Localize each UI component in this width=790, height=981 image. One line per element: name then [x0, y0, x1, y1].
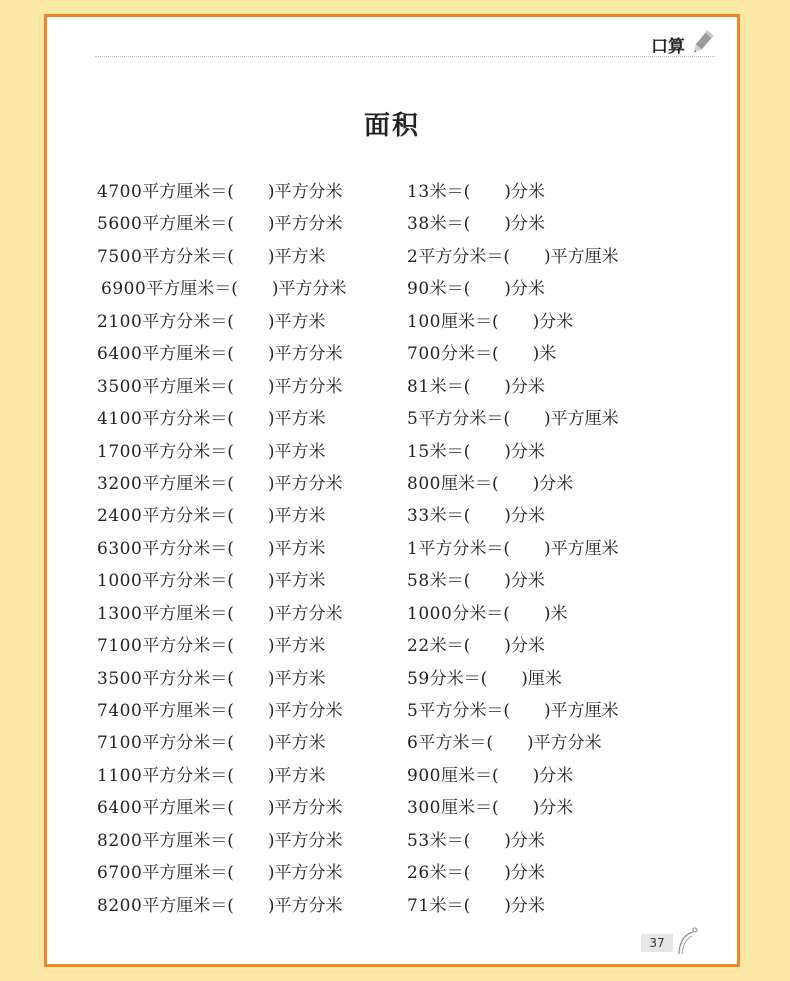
problem-lead: 平方分米＝( — [142, 506, 234, 527]
page-number: 37 — [641, 934, 673, 952]
problem-left — [97, 663, 326, 695]
problem-number: 100 — [407, 311, 441, 332]
problem-lead: 平方分米＝( — [418, 701, 510, 721]
problem-list — [97, 176, 697, 922]
problem-number: 1 — [407, 538, 419, 559]
problem-lead: 平方分米＝( — [142, 538, 234, 559]
problem-number: 59 — [407, 668, 430, 689]
problem-number: 6900 — [101, 279, 147, 300]
problem-lead: 米＝( — [429, 376, 471, 397]
problem-unit: )分米 — [504, 441, 545, 462]
problem-unit: )平方米 — [267, 733, 326, 754]
problem-number: 53 — [407, 830, 430, 851]
problem-number: 58 — [407, 571, 430, 592]
problem-number: 2400 — [97, 506, 143, 527]
problem-right — [407, 727, 602, 759]
pencil-icon — [689, 29, 715, 57]
problem-unit: )平方分米 — [267, 863, 343, 884]
problem-right — [407, 176, 545, 208]
problem-number: 1000 — [407, 603, 453, 624]
problem-unit: )平方分米 — [267, 376, 343, 397]
problem-row — [97, 663, 697, 695]
problem-number: 900 — [407, 765, 441, 786]
problem-number: 81 — [407, 376, 430, 397]
problem-row — [97, 598, 697, 630]
problem-unit: )分米 — [504, 376, 545, 397]
problem-number: 3500 — [97, 376, 143, 397]
problem-right — [407, 273, 545, 305]
problem-left — [97, 533, 326, 565]
problem-unit: )平方米 — [267, 409, 326, 430]
swirl-icon — [675, 924, 701, 956]
problem-lead: 平方米＝( — [418, 733, 493, 754]
problem-right — [407, 890, 545, 922]
problem-row — [97, 273, 697, 305]
header-divider — [95, 56, 715, 57]
problem-unit: )分米 — [504, 571, 545, 592]
problem-left — [97, 500, 326, 532]
problem-lead: 米＝( — [429, 895, 471, 916]
problem-number: 33 — [407, 506, 430, 527]
problem-unit: )平方分米 — [267, 830, 343, 851]
problem-unit: )平方米 — [267, 441, 326, 462]
problem-unit: )分米 — [504, 182, 545, 202]
problem-right — [407, 241, 619, 273]
problem-left — [97, 760, 326, 792]
problem-unit: )平方米 — [267, 246, 326, 267]
problem-left — [97, 598, 343, 630]
problem-number: 38 — [407, 214, 430, 235]
problem-unit: )平方分米 — [267, 344, 343, 365]
problem-right — [407, 760, 573, 792]
problem-right — [407, 792, 573, 824]
problem-left — [97, 338, 343, 370]
problem-number: 8200 — [97, 830, 143, 851]
problem-lead: 平方厘米＝( — [142, 701, 234, 721]
problem-number: 7400 — [97, 701, 143, 721]
problem-lead: 米＝( — [429, 182, 471, 202]
problem-lead: 分米＝( — [452, 603, 510, 624]
problem-right — [407, 436, 545, 468]
problem-left — [97, 403, 326, 435]
problem-row — [97, 208, 697, 240]
problem-lead: 平方厘米＝( — [142, 376, 234, 397]
problem-number: 6300 — [97, 538, 143, 559]
problem-unit: )分米 — [532, 798, 574, 819]
problem-lead: 平方分米＝( — [142, 441, 234, 462]
problem-row — [97, 468, 697, 500]
problem-unit: )分米 — [504, 895, 545, 916]
problem-right — [407, 825, 545, 857]
problem-unit: )平方分米 — [267, 798, 343, 819]
problem-unit: )平方分米 — [267, 701, 343, 721]
problem-lead: 厘米＝( — [440, 765, 499, 786]
problem-unit: )分米 — [532, 765, 574, 786]
problem-lead: 平方厘米＝( — [142, 603, 234, 624]
problem-number: 6400 — [97, 344, 143, 365]
problem-row — [97, 727, 697, 759]
problem-unit: )平方分米 — [267, 603, 343, 624]
problem-lead: 平方分米＝( — [142, 733, 234, 754]
problem-lead: 米＝( — [429, 506, 471, 527]
problem-left — [97, 727, 326, 759]
problem-unit: )厘米 — [521, 668, 562, 689]
problem-unit: )平方分米 — [267, 182, 343, 202]
problem-lead: 平方分米＝( — [142, 571, 234, 592]
problem-unit: )平方分米 — [526, 733, 602, 754]
problem-lead: 平方分米＝( — [142, 409, 234, 430]
problem-number: 71 — [407, 895, 430, 916]
problem-right — [407, 695, 619, 727]
problem-number: 1000 — [97, 571, 143, 592]
problem-unit: )分米 — [504, 506, 545, 527]
problem-number: 6700 — [97, 863, 143, 884]
problem-right — [407, 371, 545, 403]
problem-row — [97, 306, 697, 338]
problem-lead: 平方厘米＝( — [142, 863, 234, 884]
problem-row — [97, 825, 697, 857]
problem-unit: )平方分米 — [267, 473, 343, 494]
problem-number: 6400 — [97, 798, 143, 819]
problem-unit: )分米 — [532, 473, 574, 494]
problem-unit: )平方分米 — [267, 895, 343, 916]
problem-number: 15 — [407, 441, 430, 462]
problem-number: 1700 — [97, 441, 143, 462]
problem-right — [407, 338, 556, 370]
problem-number: 5600 — [97, 214, 143, 235]
problem-left — [97, 890, 343, 922]
problem-unit: )平方米 — [267, 538, 326, 559]
problem-right — [407, 500, 545, 532]
problem-row — [97, 500, 697, 532]
problem-left — [97, 208, 343, 240]
problem-unit: )分米 — [532, 311, 574, 332]
problem-lead: 平方厘米＝( — [142, 895, 234, 916]
problem-number: 7500 — [97, 246, 143, 267]
problem-number: 3500 — [97, 668, 143, 689]
problem-unit: )米 — [543, 603, 568, 624]
problem-unit: )平方米 — [267, 311, 326, 332]
problem-lead: 平方分米＝( — [418, 409, 510, 430]
problem-number: 3200 — [97, 473, 143, 494]
problem-row — [97, 241, 697, 273]
problem-lead: 平方分米＝( — [142, 311, 234, 332]
problem-lead: 米＝( — [429, 279, 471, 300]
problem-unit: )平方厘米 — [543, 701, 619, 721]
problem-unit: )分米 — [504, 214, 545, 235]
problem-row — [97, 565, 697, 597]
problem-unit: )分米 — [504, 863, 545, 884]
problem-left — [97, 792, 343, 824]
problem-lead: 平方分米＝( — [142, 636, 234, 657]
problem-lead: 平方分米＝( — [142, 668, 234, 689]
problem-number: 300 — [407, 798, 441, 819]
problem-number: 5 — [407, 701, 419, 721]
problem-row — [97, 630, 697, 662]
problem-left — [97, 371, 343, 403]
problem-unit: )平方分米 — [271, 279, 347, 300]
problem-left — [97, 695, 343, 727]
problem-lead: 平方分米＝( — [418, 246, 510, 267]
problem-lead: 平方厘米＝( — [146, 279, 238, 300]
problem-lead: 平方分米＝( — [142, 765, 234, 786]
problem-lead: 平方厘米＝( — [142, 798, 234, 819]
problem-number: 1100 — [97, 765, 143, 786]
problem-row — [97, 792, 697, 824]
problem-left — [97, 857, 343, 889]
page-title: 面积 — [363, 111, 420, 141]
problem-number: 90 — [407, 279, 430, 300]
problem-left — [97, 176, 343, 208]
problem-lead: 分米＝( — [429, 668, 488, 689]
problem-unit: )分米 — [504, 830, 545, 851]
problem-row — [97, 890, 697, 922]
problem-left — [101, 273, 347, 305]
problem-row — [97, 338, 697, 370]
problem-unit: )平方米 — [267, 506, 326, 527]
page-footer — [637, 924, 707, 958]
problem-left — [97, 306, 326, 338]
problem-lead: 米＝( — [429, 441, 471, 462]
problem-number: 7100 — [97, 636, 143, 657]
problem-unit: )平方分米 — [267, 214, 343, 235]
problem-unit: )平方厘米 — [543, 246, 619, 267]
problem-lead: 平方厘米＝( — [142, 182, 234, 202]
problem-right — [407, 565, 545, 597]
problem-left — [97, 565, 326, 597]
problem-row — [97, 176, 697, 208]
problem-right — [407, 598, 568, 630]
problem-lead: 平方厘米＝( — [142, 214, 234, 235]
problem-left — [97, 436, 326, 468]
problem-row — [97, 695, 697, 727]
problem-unit: )分米 — [504, 636, 545, 657]
problem-right — [407, 468, 573, 500]
problem-lead: 平方厘米＝( — [142, 473, 234, 494]
problem-number: 4100 — [97, 409, 143, 430]
problem-number: 26 — [407, 863, 430, 884]
problem-lead: 厘米＝( — [440, 311, 499, 332]
problem-lead: 平方分米＝( — [142, 246, 234, 267]
problem-right — [407, 403, 619, 435]
problem-lead: 平方分米＝( — [418, 538, 510, 559]
problem-row — [97, 857, 697, 889]
problem-unit: )平方厘米 — [543, 409, 619, 430]
problem-lead: 分米＝( — [440, 344, 499, 365]
problem-number: 1300 — [97, 603, 143, 624]
problem-number: 2 — [407, 246, 419, 267]
problem-number: 700 — [407, 344, 441, 365]
problem-number: 2100 — [97, 311, 143, 332]
problem-number: 5 — [407, 409, 419, 430]
problem-unit: )平方厘米 — [543, 538, 619, 559]
problem-unit: )平方米 — [267, 571, 326, 592]
problem-lead: 平方厘米＝( — [142, 830, 234, 851]
problem-number: 8200 — [97, 895, 143, 916]
problem-number: 22 — [407, 636, 430, 657]
problem-lead: 米＝( — [429, 571, 471, 592]
problem-number: 7100 — [97, 733, 143, 754]
problem-unit: )米 — [532, 344, 557, 365]
problem-lead: 米＝( — [429, 214, 471, 235]
problem-right — [407, 306, 573, 338]
problem-right — [407, 630, 545, 662]
problem-row — [97, 533, 697, 565]
problem-left — [97, 630, 326, 662]
problem-row — [97, 760, 697, 792]
problem-right — [407, 663, 562, 695]
problem-lead: 米＝( — [429, 636, 471, 657]
problem-lead: 米＝( — [429, 830, 471, 851]
problem-left — [97, 825, 343, 857]
problem-unit: )平方米 — [267, 765, 326, 786]
problem-unit: )分米 — [504, 279, 545, 300]
problem-lead: 厘米＝( — [440, 473, 499, 494]
problem-left — [97, 241, 326, 273]
problem-right — [407, 857, 545, 889]
problem-number: 800 — [407, 473, 441, 494]
problem-unit: )平方米 — [267, 636, 326, 657]
problem-number: 13 — [407, 182, 430, 202]
problem-number: 4700 — [97, 182, 143, 202]
worksheet-page — [44, 14, 740, 967]
problem-right — [407, 533, 619, 565]
problem-lead: 米＝( — [429, 863, 471, 884]
problem-lead: 平方厘米＝( — [142, 344, 234, 365]
problem-number: 6 — [407, 733, 419, 754]
problem-row — [97, 403, 697, 435]
problem-lead: 厘米＝( — [440, 798, 499, 819]
problem-row — [97, 371, 697, 403]
problem-unit: )平方米 — [267, 668, 326, 689]
problem-row — [97, 436, 697, 468]
problem-left — [97, 468, 343, 500]
header-title: 口算 — [651, 37, 685, 57]
problem-right — [407, 208, 545, 240]
